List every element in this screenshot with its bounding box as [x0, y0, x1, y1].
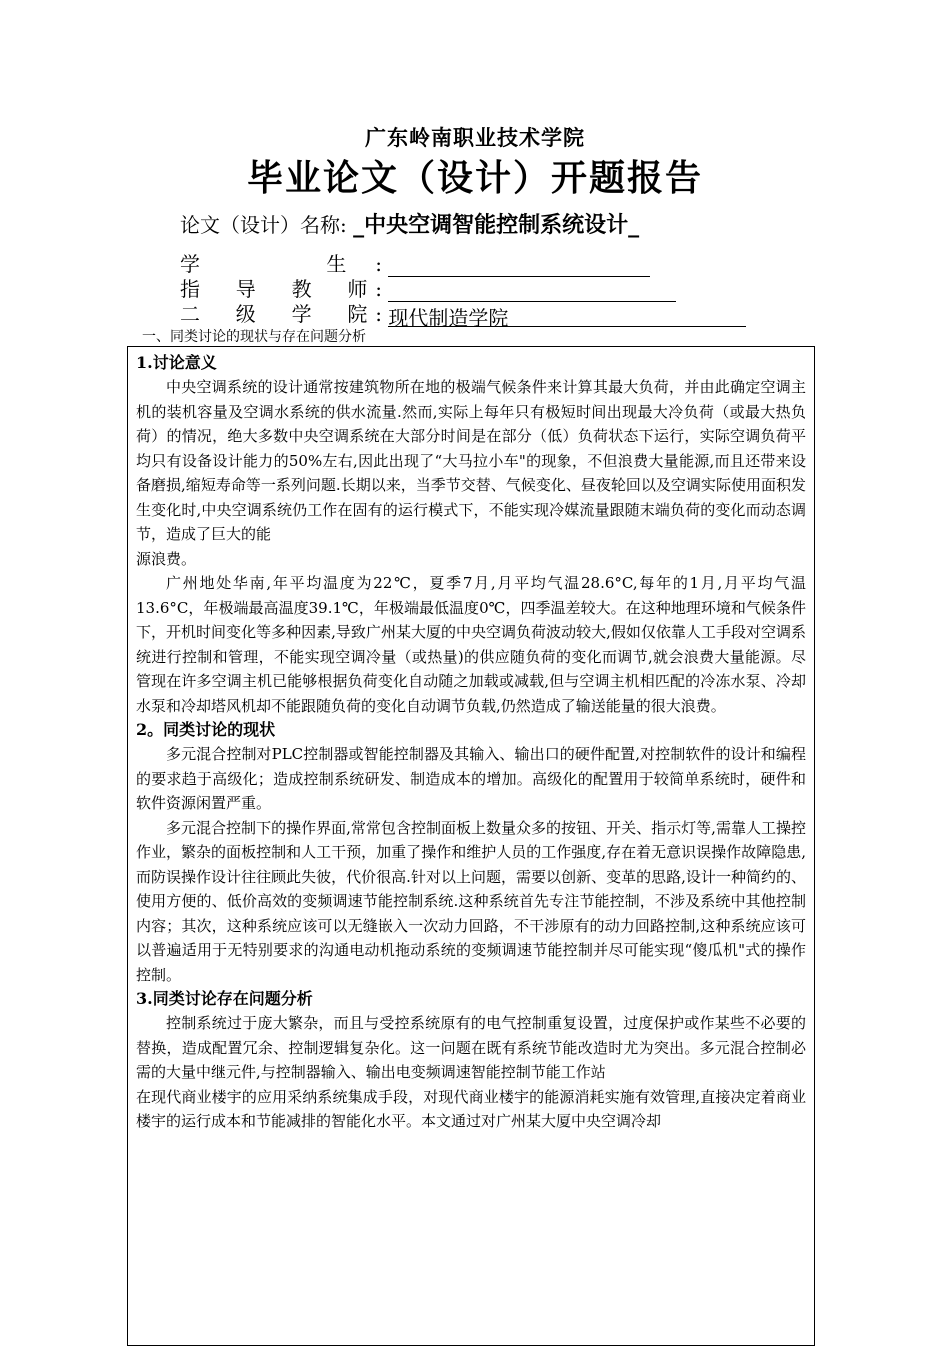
paragraph: 广州地处华南,年平均温度为22℃，夏季7月,月平均气温28.6°C,每年的1月,月平均气温13.6°C，年极端最高温度39.1℃，年极端最低温度0℃，四季温差较大。在这种地理环境和气候条件下，开机时间变化等多种因素,导致广州某大厦的中央空调负荷波动较大,假如仅依靠人工手段对空调系统进行控制和管理，不能实现空调冷量（或热量)的供应随负荷的变化而调节,就会浪费大量能源。尽管现在许多空调主机已能够根据负荷变化自动随之加载或减载,但与空调主机相匹配的冷冻水泵、冷却水泵和冷却塔风机却不能跟随负荷的变化自动调节负载,仍然造成了输送能量的很大浪费。	[136, 574, 806, 715]
thesis-name-value: _中央空调智能控制系统设计_	[353, 213, 640, 238]
section-heading: 一、同类讨论的现状与存在问题分析	[142, 329, 366, 345]
paragraph: 控制系统过于庞大繁杂，而且与受控系统原有的电气控制重复设置，过度保护或作某些不必要的替换，造成配置冗余、控制逻辑复杂化。这一问题在既有系统节能改造时尤为突出。多元混合控制必需的大量中继元件,与控制器输入、输出电变频调速智能控制节能工作站	[136, 1014, 806, 1081]
thesis-name-label: 论文（设计）名称:	[180, 213, 347, 237]
report-title: 毕业论文（设计）开题报告	[246, 158, 703, 199]
paragraph: 多元混合控制下的操作界面,常常包含控制面板上数量众多的按钮、开关、指示灯等,需靠人工操控作业，繁杂的面板控制和人工干预，加重了操作和维护人员的工作强度,存在着无意识误操作故障隐患,而防误操作设计往往顾此失彼，代价很高.针对以上问题，需要以创新、变革的思路,设计一种简约的、使用方便的、低价高效的变频调速节能控制系统.这种系统首先专注节能控制，不涉及系统中其他控制内容；其次，这种系统应该可以无缝嵌入一次动力回路，不干涉原有的动力回路控制,这种系统应该可以普遍适用于无特别要求的沟通电动机拖动系统的变频调速节能控制并尽可能实现“傻瓜机"式的操作控制。	[136, 818, 806, 984]
paragraph: 在现代商业楼宇的应用采纳系统集成手段，对现代商业楼宇的能源消耗实施有效管理,直接决定着商业楼宇的运行成本和节能减排的智能化水平。本文通过对广州某大厦中央空调冷却	[136, 1087, 806, 1130]
section-3-heading: 3.同类讨论存在问题分析	[136, 989, 313, 1008]
section-1-heading: 1.讨论意义	[136, 353, 217, 372]
thesis-name-row	[180, 208, 639, 239]
section-2-heading: 2。同类讨论的现状	[136, 720, 276, 739]
advisor-label: 指 导 教 师:	[180, 277, 382, 301]
content-box	[127, 346, 815, 1346]
college-field: 现代制造学院	[388, 302, 746, 327]
school-name: 广东岭南职业技术学院	[365, 125, 585, 150]
college-row	[180, 298, 746, 330]
student-label: 学 生:	[180, 252, 382, 276]
paragraph: 中央空调系统的设计通常按建筑物所在地的极端气候条件来计算其最大负荷，并由此确定空调主机的装机容量及空调水系统的供水流量.然而,实际上每年只有极短时间出现最大冷负荷（或最大热负荷）的情况，绝大多数中央空调系统在大部分时间是在部分（低）负荷状态下运行，实际空调负荷平均只有设备设计能力的50%左右,因此出现了“大马拉小车"的现象，不但浪费大量能源,而且还带来设备磨损,缩短寿命等一系列问题.长期以来，当季节交替、气候变化、昼夜轮回以及空调实际使用面积发生变化时,中央空调系统仍工作在固有的运行模式下，不能实现冷媒流量跟随末端负荷的变化而动态调节，造成了巨大的能	[136, 378, 806, 543]
paragraph: 源浪费。	[136, 549, 197, 568]
paragraph: 多元混合控制对PLC控制器或智能控制器及其输入、输出口的硬件配置,对控制软件的设计和编程的要求趋于高级化；造成控制系统研发、制造成本的增加。高级化的配置用于较简单系统时，硬件和软件资源闲置严重。	[136, 745, 806, 812]
college-label: 二 级 学 院:	[180, 302, 382, 326]
